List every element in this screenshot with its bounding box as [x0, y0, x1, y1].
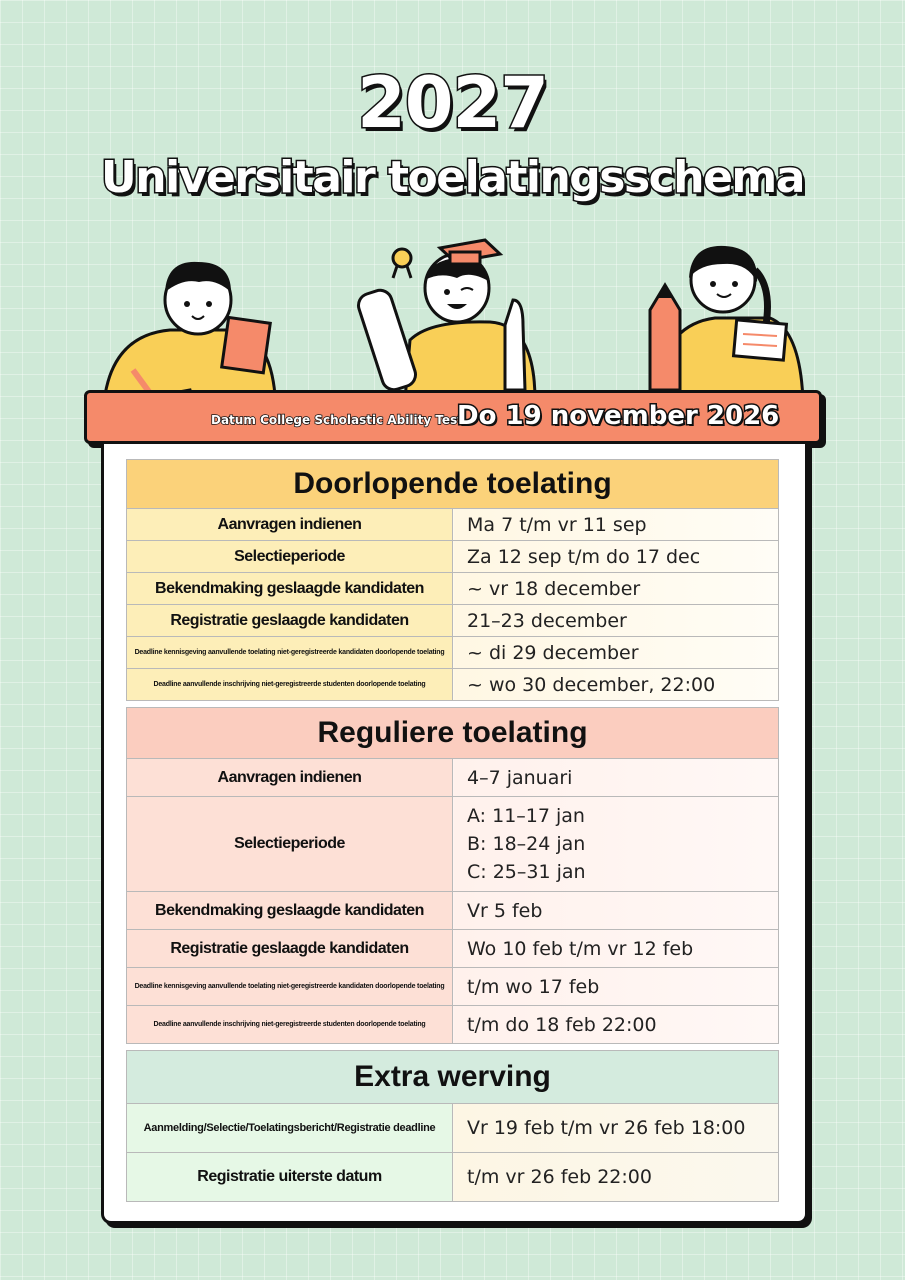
group-b-period: B: 18–24 jan [467, 833, 586, 855]
row-label: Aanvragen indienen [127, 759, 453, 797]
row-label: Registratie uiterste datum [127, 1153, 453, 1202]
table-row [127, 1104, 779, 1153]
poster-title: Universitair toelatingsschema [101, 152, 804, 203]
table-row [127, 573, 779, 605]
section-title: Reguliere toelating [127, 708, 779, 759]
row-label: Aanvragen indienen [127, 509, 453, 541]
row-label: Deadline kennisgeving aanvullende toelating niet-geregistreerde kandidaten doorlopende toelating [127, 637, 453, 669]
table-row [127, 968, 779, 1006]
table-row [127, 1153, 779, 1202]
row-value: Za 12 sep t/m do 17 dec [453, 541, 779, 573]
additional-recruitment-table [126, 1050, 779, 1202]
row-value: 21–23 december [453, 605, 779, 637]
early-admission-table [126, 459, 779, 701]
table-row [127, 637, 779, 669]
graduate-student-icon [355, 240, 535, 400]
row-label: Deadline aanvullende inschrijving niet-geregistreerde studenten doorlopende toelating [127, 1006, 453, 1044]
row-label: Deadline aanvullende inschrijving niet-geregistreerde studenten doorlopende toelating [127, 669, 453, 701]
student-writing-icon [105, 262, 275, 400]
row-value-list [453, 797, 779, 892]
exam-date: Do 19 november 2026 [457, 401, 780, 431]
table-row [127, 930, 779, 968]
row-label: Selectieperiode [127, 797, 453, 892]
row-label: Selectieperiode [127, 541, 453, 573]
table-row [127, 669, 779, 701]
exam-name: Datum College Scholastic Ability Test [211, 413, 463, 427]
row-value: ~ vr 18 december [453, 573, 779, 605]
row-value: 4–7 januari [453, 759, 779, 797]
row-label: Deadline kennisgeving aanvullende toelating niet-geregistreerde kandidaten doorlopende toelating [127, 968, 453, 1006]
table-row [127, 541, 779, 573]
row-label: Aanmelding/Selectie/Toelatingsbericht/Registratie deadline [127, 1104, 453, 1153]
students-illustration [95, 230, 815, 400]
row-value: ~ di 29 december [453, 637, 779, 669]
table-row [127, 892, 779, 930]
row-value: Ma 7 t/m vr 11 sep [453, 509, 779, 541]
student-with-pencil-icon [650, 246, 803, 400]
row-label: Bekendmaking geslaagde kandidaten [127, 892, 453, 930]
row-label: Bekendmaking geslaagde kandidaten [127, 573, 453, 605]
section-title: Doorlopende toelating [127, 460, 779, 509]
regular-admission-table [126, 707, 779, 1044]
section-title: Extra werving [127, 1051, 779, 1104]
row-value: Wo 10 feb t/m vr 12 feb [453, 930, 779, 968]
row-value: Vr 5 feb [453, 892, 779, 930]
row-value: ~ wo 30 december, 22:00 [453, 669, 779, 701]
row-value: t/m wo 17 feb [453, 968, 779, 1006]
row-label: Registratie geslaagde kandidaten [127, 930, 453, 968]
table-row [127, 797, 779, 892]
row-value: t/m do 18 feb 22:00 [453, 1006, 779, 1044]
row-value: t/m vr 26 feb 22:00 [453, 1153, 779, 1202]
poster-year: 2027 [357, 62, 548, 144]
exam-date-banner [84, 390, 822, 444]
row-label: Registratie geslaagde kandidaten [127, 605, 453, 637]
row-value: Vr 19 feb t/m vr 26 feb 18:00 [453, 1104, 779, 1153]
table-row [127, 1006, 779, 1044]
group-a-period: A: 11–17 jan [467, 805, 585, 827]
group-c-period: C: 25–31 jan [467, 861, 586, 883]
table-row [127, 605, 779, 637]
table-row [127, 509, 779, 541]
table-row [127, 759, 779, 797]
